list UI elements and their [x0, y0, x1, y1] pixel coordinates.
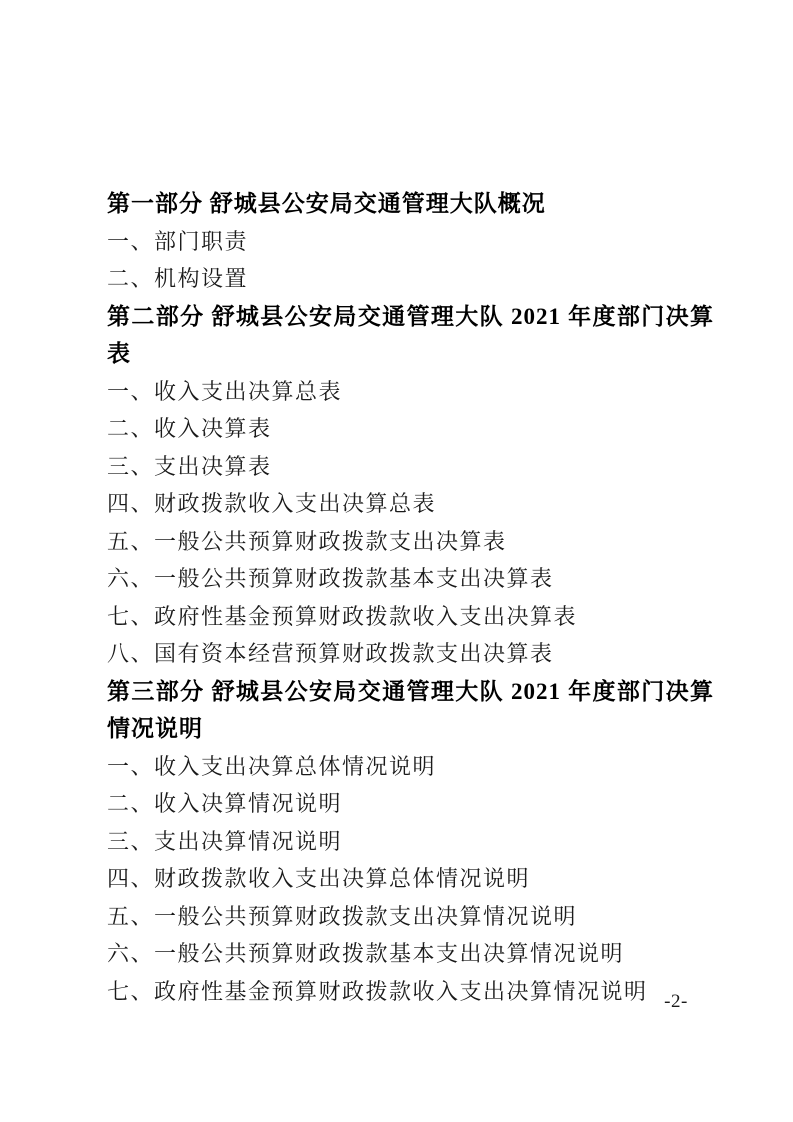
page-number: -2- [664, 991, 688, 1012]
toc-entry: 二、收入决算情况说明 [107, 791, 343, 816]
toc-entry: 六、一般公共预算财政拨款基本支出决算表 [107, 566, 554, 591]
toc-entry: 二、机构设置 [107, 266, 249, 291]
section-2-heading: 第二部分 舒城县公安局交通管理大队 2021 年度部门决算表 [107, 303, 714, 366]
page-footer [640, 990, 712, 1014]
toc-entry: 三、支出决算表 [107, 453, 272, 479]
section-1-heading: 第一部分 舒城县公安局交通管理大队概况 [107, 191, 546, 216]
toc-entry: 七、政府性基金预算财政拨款收入支出决算表 [107, 603, 578, 629]
toc-entry: 八、国有资本经营预算财政拨款支出决算表 [107, 641, 554, 666]
toc-entry: 七、政府性基金预算财政拨款收入支出决算情况说明 [107, 978, 648, 1004]
toc-entry: 三、支出决算情况说明 [107, 828, 343, 854]
table-of-contents [107, 185, 714, 1010]
section-3-heading: 第三部分 舒城县公安局交通管理大队 2021 年度部门决算情况说明 [107, 678, 714, 741]
toc-entry: 四、财政拨款收入支出决算总体情况说明 [107, 866, 531, 891]
toc-entry: 二、收入决算表 [107, 416, 272, 441]
toc-entry: 一、部门职责 [107, 228, 249, 254]
toc-entry: 一、收入支出决算总表 [107, 378, 343, 404]
toc-entry: 五、一般公共预算财政拨款支出决算表 [107, 528, 507, 554]
toc-entry: 五、一般公共预算财政拨款支出决算情况说明 [107, 903, 578, 929]
toc-entry: 四、财政拨款收入支出决算总表 [107, 491, 437, 516]
toc-entry: 六、一般公共预算财政拨款基本支出决算情况说明 [107, 941, 625, 966]
toc-entry: 一、收入支出决算总体情况说明 [107, 753, 437, 779]
